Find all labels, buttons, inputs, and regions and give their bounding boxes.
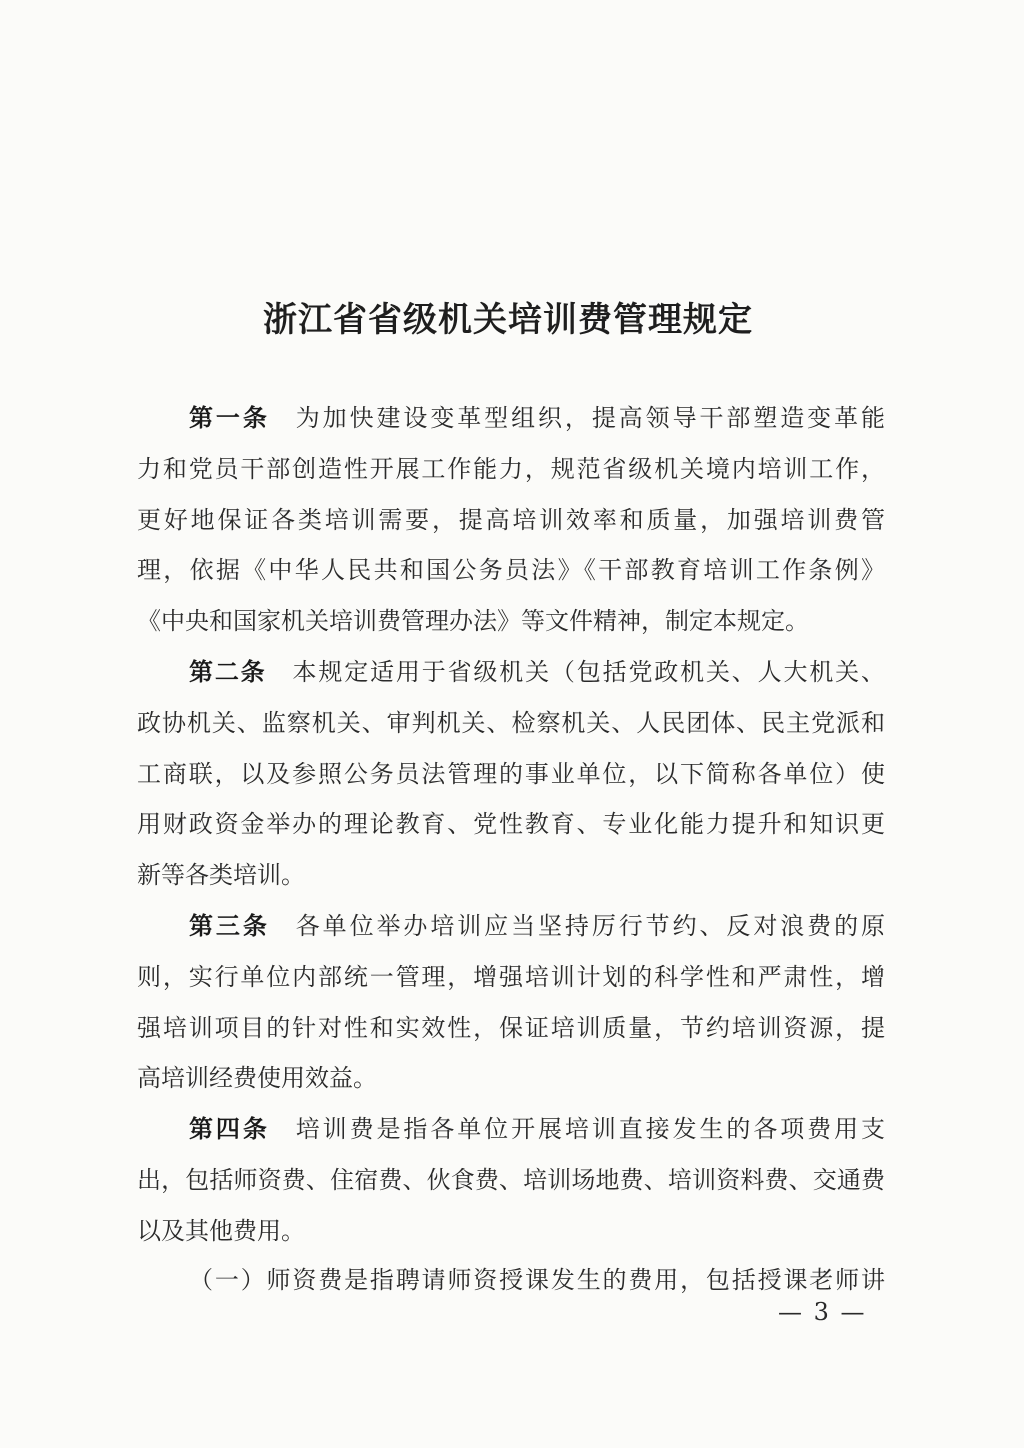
article-1-line (189, 403, 885, 433)
article-2-line (137, 860, 885, 890)
article-text: 强培训项目的针对性和实效性，保证培训质量，节约培训资源，提 (137, 1014, 885, 1042)
article-4-line (189, 1114, 885, 1144)
page-number: — 3 — (778, 1298, 867, 1326)
article-heading: 第四条 (189, 1114, 270, 1143)
article-4-line (137, 1165, 885, 1195)
article-text: 高培训经费使用效益。 (137, 1064, 377, 1092)
article-text: 各单位举办培训应当坚持厉行节约、反对浪费的原 (295, 912, 885, 940)
article-heading: 第二条 (189, 657, 267, 686)
article-4-line (137, 1216, 885, 1246)
article-1-line (137, 555, 885, 585)
article-1-line (137, 454, 885, 484)
article-text: 政协机关、监察机关、审判机关、检察机关、人民团体、民主党派和 (137, 709, 885, 737)
article-text: 《中央和国家机关培训费管理办法》等文件精神，制定本规定。 (137, 607, 809, 635)
item-1-line: （一）师资费是指聘请师资授课发生的费用，包括授课老师讲 (189, 1266, 885, 1294)
document-title: 浙江省省级机关培训费管理规定 (263, 300, 753, 340)
article-text: 出，包括师资费、住宿费、伙食费、培训场地费、培训资料费、交通费 (137, 1166, 885, 1194)
article-1-line (137, 606, 885, 636)
article-3-line (137, 1063, 885, 1093)
article-text: 更好地保证各类培训需要，提高培训效率和质量，加强培训费管 (137, 506, 885, 534)
article-heading: 第一条 (189, 403, 270, 432)
article-text: 则，实行单位内部统一管理，增强培训计划的科学性和严肃性，增 (137, 963, 885, 991)
article-2-line (189, 657, 885, 687)
article-1-line (137, 505, 885, 535)
article-2-line (137, 759, 885, 789)
article-text: 工商联，以及参照公务员法管理的事业单位，以下简称各单位）使 (137, 760, 885, 788)
article-3-line (189, 911, 885, 941)
article-2-line (137, 708, 885, 738)
article-text: 本规定适用于省级机关（包括党政机关、人大机关、 (292, 658, 886, 686)
article-text: 为加快建设变革型组织，提高领导干部塑造变革能 (295, 404, 885, 432)
article-text: 力和党员干部创造性开展工作能力，规范省级机关境内培训工作， (137, 455, 885, 483)
article-text: 新等各类培训。 (137, 861, 305, 889)
article-text: 培训费是指各单位开展培训直接发生的各项费用支 (295, 1115, 885, 1143)
article-3-line (137, 962, 885, 992)
article-2-line (137, 809, 885, 839)
article-3-line (137, 1013, 885, 1043)
article-heading: 第三条 (189, 911, 270, 940)
article-text: 以及其他费用。 (137, 1217, 305, 1245)
article-text: 用财政资金举办的理论教育、党性教育、专业化能力提升和知识更 (137, 810, 885, 838)
article-text: 理，依据《中华人民共和国公务员法》《干部教育培训工作条例》 (137, 556, 885, 584)
